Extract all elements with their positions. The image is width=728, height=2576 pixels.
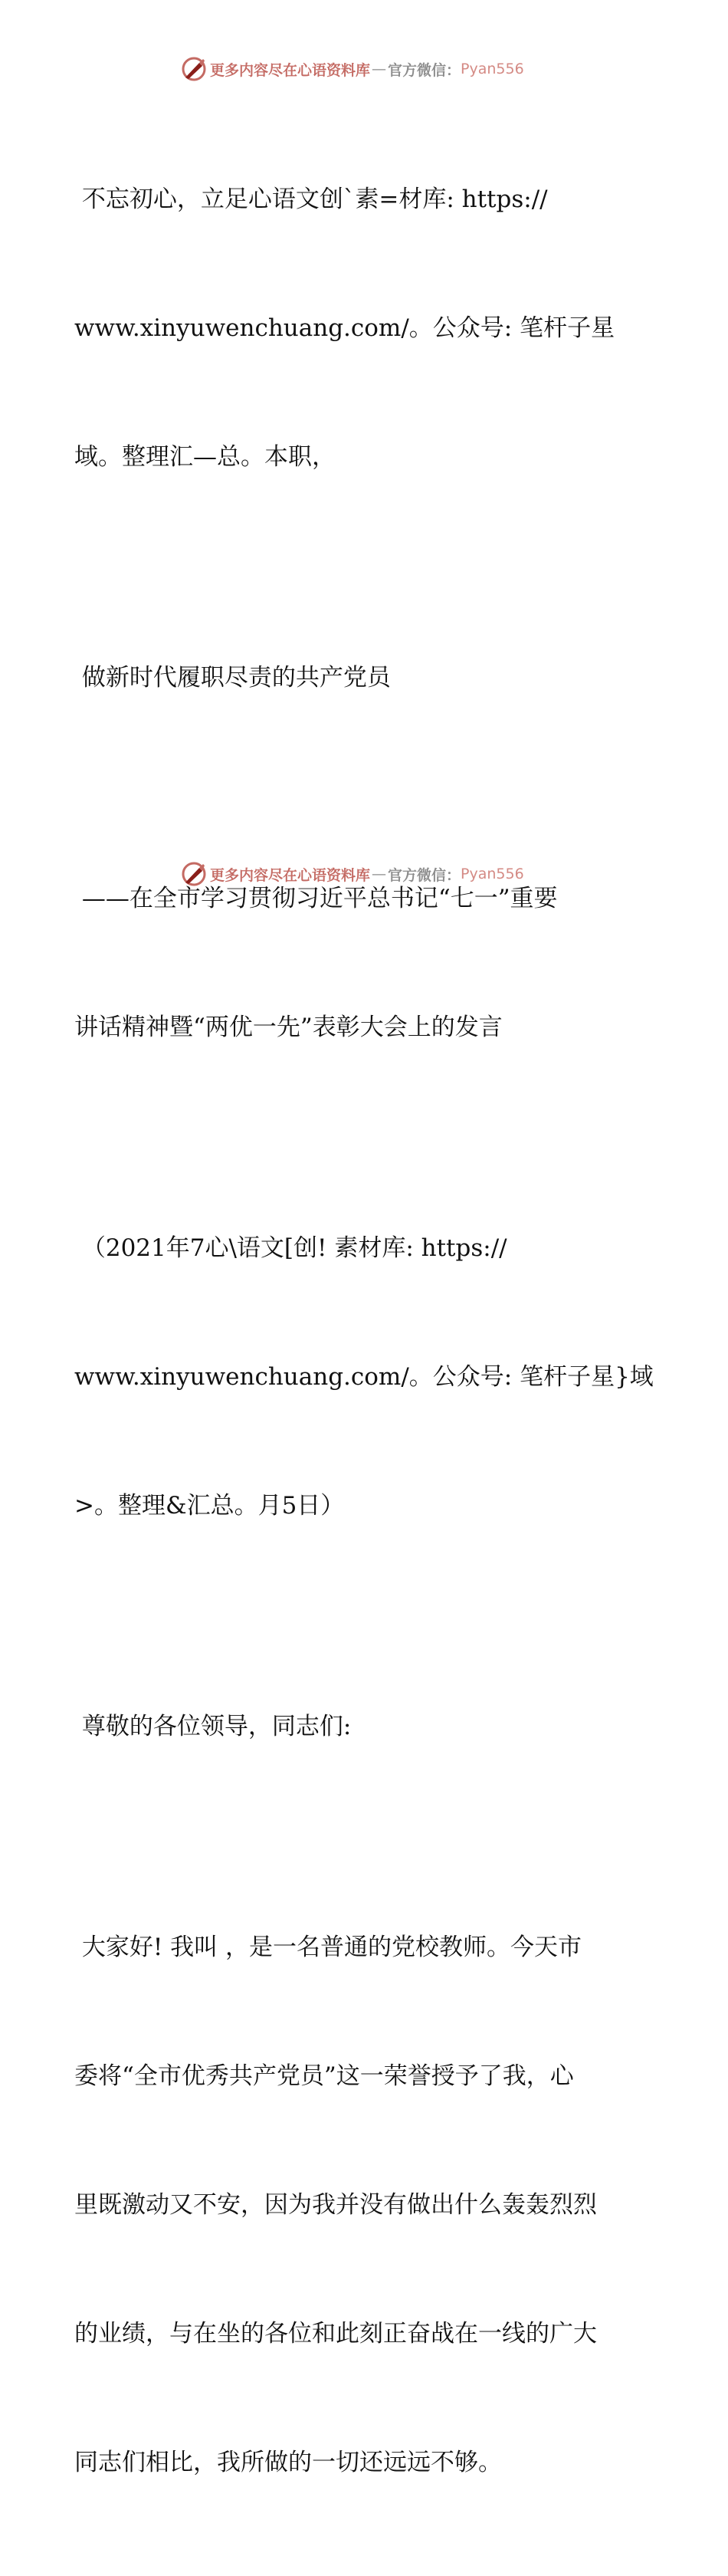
text-line: 里既激动又不安，因为我并没有做出什么轰轰烈烈 (74, 2191, 597, 2219)
text-line: 尊敬的各位领导，同志们: (74, 1713, 352, 1740)
salutation (74, 1619, 657, 1834)
banner-wechat-id: Pyan556 (461, 866, 524, 882)
banner-wechat-label: 官方微信： (388, 866, 461, 884)
text-line: >。整理&汇总。月5日） (74, 1492, 345, 1520)
document-body (74, 92, 657, 2576)
banner-site-text: 更多内容尽在心语资料库 (210, 61, 371, 79)
banner-separator: — (372, 61, 387, 77)
text-line: 域。整理汇—总。本职， (74, 443, 336, 471)
text-line: 不忘初心，立足心语文创`素=材库: https:// (74, 186, 548, 213)
banner-site-text: 更多内容尽在心语资料库 (210, 866, 371, 884)
banner-separator: — (372, 866, 387, 882)
text-line: 讲话精神暨“两优一先”表彰大会上的发言 (74, 1014, 503, 1041)
pen-logo-icon (181, 861, 207, 887)
text-line: ——在全市学习贯彻习近平总书记“七一”重要 (74, 885, 558, 912)
banner-wechat-id: Pyan556 (461, 61, 524, 77)
intro-paragraph (74, 92, 657, 564)
text-line: （2021年7心\语文[创! 素材库: https:// (74, 1234, 507, 1262)
text-line: 大家好! 我叫 ，是一名普通的党校教师。今天市 (74, 1934, 582, 1961)
text-line: www.xinyuwenchuang.com/。公众号: 笔杆子星 (74, 314, 615, 342)
speech-title (74, 570, 657, 785)
header-banner (181, 54, 524, 84)
banner-wechat-label: 官方微信： (388, 61, 461, 79)
text-line: 做新时代履职尽责的共产党员 (74, 664, 391, 692)
speech-subtitle (74, 791, 657, 1135)
text-line: 委将“全市优秀共产党员”这一荣誉授予了我，心 (74, 2062, 574, 2090)
footer-banner (181, 859, 524, 889)
pen-logo-icon (181, 56, 207, 82)
text-line: www.xinyuwenchuang.com/。公众号: 笔杆子星}域 (74, 1363, 654, 1391)
text-line: 同志们相比，我所做的一切还远远不够。 (74, 2449, 502, 2476)
text-line: 的业绩，与在坐的各位和此刻正奋战在一线的广大 (74, 2320, 597, 2348)
body-paragraph (74, 1840, 657, 2570)
speech-date (74, 1141, 657, 1613)
